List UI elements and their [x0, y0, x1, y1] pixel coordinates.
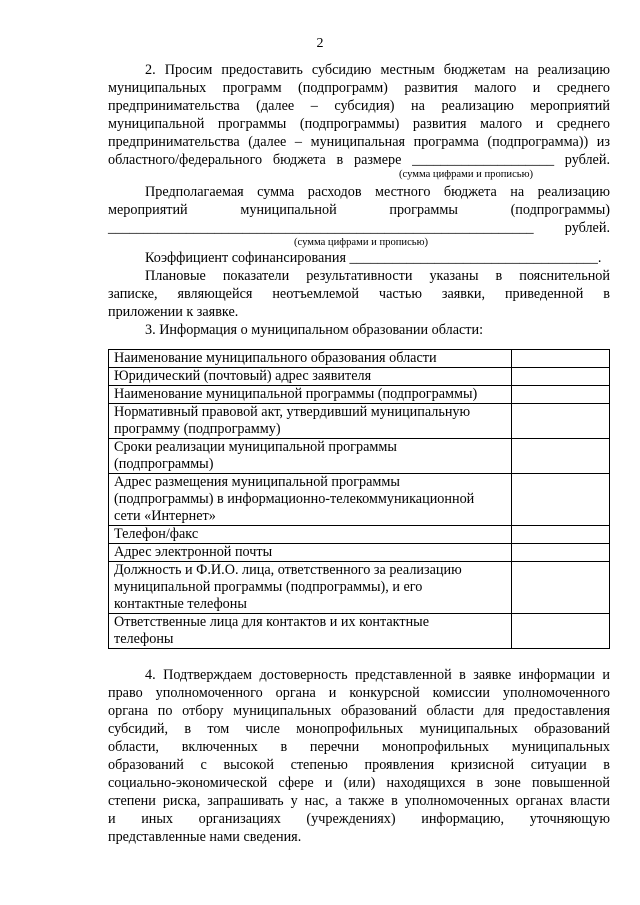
row-label-line: программу (подпрограмму) — [114, 421, 281, 437]
table-row — [109, 562, 610, 614]
row-value-cell[interactable] — [511, 386, 609, 404]
table-row — [109, 386, 610, 404]
row-value-cell[interactable] — [511, 350, 609, 368]
amount-hint: (сумма цифрами и прописью) — [399, 169, 534, 180]
row-value-cell[interactable] — [511, 614, 609, 649]
text-line: право уполномоченного органа и конкурсной комиссии уполномоченного — [108, 685, 610, 701]
row-label-line: Адрес размещения муниципальной программы — [114, 474, 400, 490]
row-label-line: сети «Интернет» — [114, 508, 216, 524]
text-line: образований с высокой степенью проявления кризисной ситуации в — [108, 757, 610, 773]
text-line: Плановые показатели результативности указаны в пояснительной — [145, 268, 610, 284]
text-line: ____________________________________________________________ рублей. — [108, 220, 610, 236]
page-number: 2 — [316, 36, 324, 51]
text-line: социально-экономической сфере и (или) находящихся в зоне повышенной — [108, 775, 610, 791]
row-label-line: Юридический (почтовый) адрес заявителя — [114, 368, 372, 384]
text-line: органа по отбору муниципальных образований области для предоставления — [108, 703, 610, 719]
row-label — [109, 562, 512, 614]
text-line: мероприятий муниципальной программы (подпрограммы) — [108, 202, 610, 218]
text-line: приложении к заявке. — [108, 304, 239, 320]
row-label — [109, 544, 512, 562]
text-line: субсидий, в том числе монопрофильных муниципальных образований — [108, 721, 610, 737]
text-line: Предполагаемая сумма расходов местного бюджета на реализацию — [145, 184, 610, 200]
row-label-line: Ответственные лица для контактов и их контактные — [114, 614, 429, 630]
text-line: и иных организациях (учреждениях) информацию, уточняющую — [108, 811, 610, 827]
row-label-line: Наименование муниципального образования области — [114, 350, 437, 366]
row-label-line: Телефон/факс — [114, 526, 199, 542]
section-3-heading: 3. Информация о муниципальном образовании области: — [145, 322, 484, 338]
row-value-cell[interactable] — [511, 562, 609, 614]
row-label-line: (подпрограммы) — [114, 456, 214, 472]
table-row — [109, 368, 610, 386]
row-label-line: (подпрограммы) в информационно-телекоммуникационной — [114, 491, 475, 507]
text-line: представленные нами сведения. — [108, 829, 302, 845]
text-line: предпринимательства (далее – муниципальная программа (подпрограмма)) из — [108, 134, 610, 150]
row-label-line: Наименование муниципальной программы (подпрограммы) — [114, 386, 478, 402]
row-value-cell[interactable] — [511, 526, 609, 544]
row-label — [109, 474, 512, 526]
amount-hint: (сумма цифрами и прописью) — [294, 237, 429, 248]
row-label-line: Должность и Ф.И.О. лица, ответственного за реализацию — [114, 562, 462, 578]
text-line: муниципальной программы (подпрограммы) развития малого и среднего — [108, 116, 610, 132]
text-line: предпринимательства (далее – субсидия) на реализацию мероприятий — [108, 98, 610, 114]
text-line: области, включенных в перечни монопрофильных муниципальных — [108, 739, 610, 755]
row-label-line: Нормативный правовой акт, утвердивший муниципальную — [114, 404, 471, 420]
text-line: областного/федерального бюджета в размере ____________________ рублей. — [108, 152, 610, 168]
table-row — [109, 404, 610, 439]
text-line: 4. Подтверждаем достоверность представленной в заявке информации и — [145, 667, 610, 683]
table-row — [109, 526, 610, 544]
text-line: муниципальных программ (подпрограмм) развития малого и среднего — [108, 80, 610, 96]
text-line: 2. Просим предоставить субсидию местным бюджетам на реализацию — [145, 62, 610, 78]
text-line: записке, являющейся неотъемлемой частью заявки, приведенной в — [108, 286, 610, 302]
row-label — [109, 368, 512, 386]
row-label — [109, 614, 512, 649]
row-value-cell[interactable] — [511, 404, 609, 439]
row-value-cell[interactable] — [511, 439, 609, 474]
municipality-info-table — [108, 349, 610, 649]
row-label-line: Сроки реализации муниципальной программы — [114, 439, 397, 455]
table-row — [109, 474, 610, 526]
table-row — [109, 614, 610, 649]
table-row — [109, 439, 610, 474]
row-label — [109, 350, 512, 368]
table-row — [109, 544, 610, 562]
table-row — [109, 350, 610, 368]
row-label-line: контактные телефоны — [114, 596, 247, 612]
row-label-line: телефоны — [114, 631, 174, 647]
row-value-cell[interactable] — [511, 544, 609, 562]
row-value-cell[interactable] — [511, 474, 609, 526]
row-value-cell[interactable] — [511, 368, 609, 386]
row-label — [109, 526, 512, 544]
coefficient-line: Коэффициент софинансирования ___________________________________. — [145, 250, 602, 266]
text-line: степени риска, запрашивать у нас, а также в уполномоченных органах власти — [108, 793, 610, 809]
row-label-line: муниципальной программы (подпрограммы), и его — [114, 579, 423, 595]
row-label — [109, 439, 512, 474]
row-label-line: Адрес электронной почты — [114, 544, 273, 560]
row-label — [109, 386, 512, 404]
row-label — [109, 404, 512, 439]
